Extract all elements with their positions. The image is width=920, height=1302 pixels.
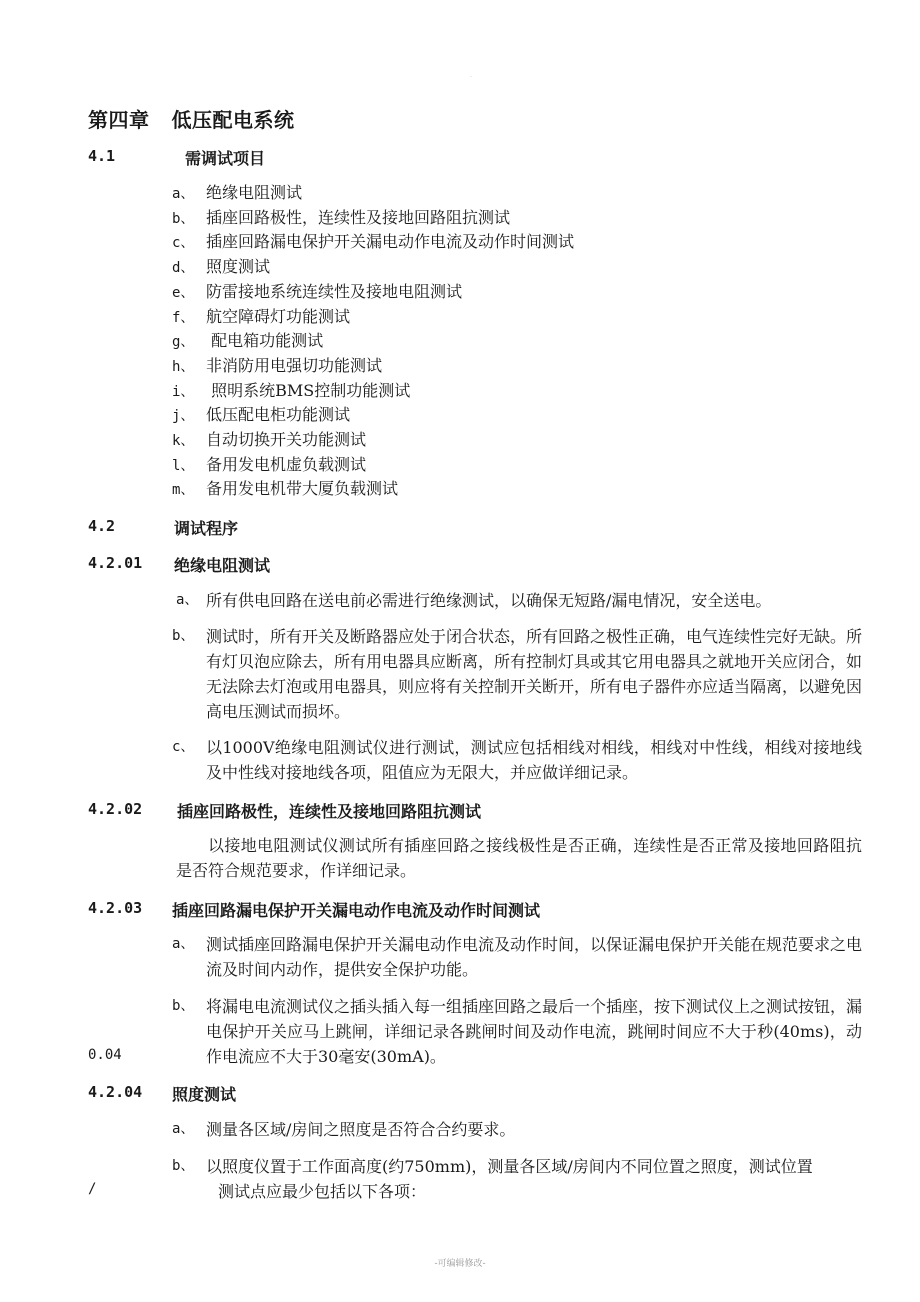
item-text: 防雷接地系统连续性及接地电阻测试 xyxy=(206,281,463,301)
test-item xyxy=(172,180,302,203)
paragraph-4-2-03-b xyxy=(172,994,862,1069)
list-marker: m、 xyxy=(172,482,195,499)
section-title: 照度测试 xyxy=(172,1085,237,1104)
list-marker: i、 xyxy=(172,383,195,400)
list-marker: a、 xyxy=(172,1121,195,1137)
page-footer: -可编辑修改- xyxy=(434,1259,486,1269)
paragraph-text: 以1000V绝缘电阻测试仪进行测试，测试应包括相线对相线，相线对中性线，相线对接地线及中性线对接地线各项，阻值应为无限大，并应做详细记录。 xyxy=(206,738,862,782)
test-item xyxy=(172,304,350,327)
item-text: 绝缘电阻测试 xyxy=(206,183,303,202)
list-marker: h、 xyxy=(172,358,195,375)
list-marker: e、 xyxy=(172,284,195,301)
test-item xyxy=(172,205,510,228)
item-text: 非消防用电强切功能测试 xyxy=(206,355,383,375)
section-number: 4.2.01 xyxy=(88,554,143,572)
section-number: 4.2.03 xyxy=(88,899,143,917)
header-dot: . xyxy=(470,72,472,79)
chapter-heading xyxy=(88,104,295,133)
test-item xyxy=(172,328,323,351)
list-marker: g、 xyxy=(172,334,195,351)
section-number: 4.1 xyxy=(88,147,116,165)
section-4-2-heading xyxy=(88,516,239,538)
section-4-2-04-heading xyxy=(88,1082,237,1104)
paragraph-4-2-02: 以接地电阻测试仪测试所有插座回路之接线极性是否正确，连续性是否正常及接地回路阻抗是否符合规范要求，作详细记录。 xyxy=(176,836,862,880)
paragraph-text: 所有供电回路在送电前必需进行绝缘测试，以确保无短路/漏电情况，安全送电。 xyxy=(206,591,772,610)
list-marker: a、 xyxy=(176,592,199,608)
test-item xyxy=(172,353,382,376)
section-4-2-03-heading xyxy=(88,898,541,920)
item-text: 低压配电柜功能测试 xyxy=(206,405,351,425)
paragraph-4-2-03-a xyxy=(172,932,862,982)
item-text: 插座回路极性，连续性及接地回路阻抗测试 xyxy=(206,207,511,227)
paragraph-4-2-04-a xyxy=(172,1117,862,1142)
paragraph-4-2-04-b-continued: 测试点应最少包括以下各项： xyxy=(218,1182,427,1201)
list-marker: l、 xyxy=(172,457,195,474)
section-4-2-02-heading xyxy=(88,799,482,821)
item-text: 备用发电机虚负载测试 xyxy=(206,454,367,474)
test-item xyxy=(172,254,270,277)
section-title: 调试程序 xyxy=(174,519,239,538)
paragraph-text: 测试插座回路漏电保护开关漏电动作电流及动作时间，以保证漏电保护开关能在规范要求之电流及时间内动作，提供安全保护功能。 xyxy=(206,935,863,979)
item-text: 自动切换开关功能测试 xyxy=(206,430,367,449)
paragraph-text: 测试时，所有开关及断路器应处于闭合状态，所有回路之极性正确，电气连续性完好无缺。所有灯贝泡应除去，所有用电器具应断离，所有控制灯具或其它用电器具之就地开关应闭合，如无法除去灯泡或用电器具，则应将有关控制开关断开，所有电子器件亦应适当隔离，以避免因高电压测试而损坏。 xyxy=(206,627,863,721)
paragraph-4-2-01-c xyxy=(172,735,862,785)
test-item xyxy=(172,279,462,302)
section-4-1-heading xyxy=(88,146,266,168)
list-marker: b、 xyxy=(172,210,195,227)
item-text: 照度测试 xyxy=(206,257,271,277)
item-text: 插座回路漏电保护开关漏电动作电流及动作时间测试 xyxy=(206,232,575,252)
paragraph-text: 以照度仪置于工作面高度(约750mm)，测量各区域/房间内不同位置之照度，测试位置 xyxy=(206,1157,813,1176)
chapter-title: 低压配电系统 xyxy=(171,108,295,132)
list-marker: b、 xyxy=(172,628,195,644)
item-text: 配电箱功能测试 xyxy=(206,331,324,351)
chapter-number: 第四章 xyxy=(88,108,150,132)
paragraph-4-2-04-b xyxy=(172,1154,862,1179)
list-marker: a、 xyxy=(172,186,195,202)
margin-value: 0.04 xyxy=(88,1047,122,1063)
paragraph-4-2-01-b xyxy=(172,624,862,724)
test-item xyxy=(172,378,410,401)
section-title: 绝缘电阻测试 xyxy=(174,556,271,575)
test-item xyxy=(172,452,366,475)
test-item xyxy=(172,427,366,450)
section-title: 插座回路极性，连续性及接地回路阻抗测试 xyxy=(177,802,482,821)
list-marker: c、 xyxy=(172,739,195,755)
item-text: 照明系统BMS控制功能测试 xyxy=(206,380,411,400)
item-text: 航空障碍灯功能测试 xyxy=(206,306,351,326)
list-marker: k、 xyxy=(172,433,195,449)
list-marker: a、 xyxy=(172,936,195,952)
section-title: 需调试项目 xyxy=(185,149,266,168)
margin-slash: / xyxy=(88,1181,97,1197)
list-marker: j、 xyxy=(172,408,195,425)
item-text: 备用发电机带大厦负载测试 xyxy=(206,479,399,499)
section-title: 插座回路漏电保护开关漏电动作电流及动作时间测试 xyxy=(172,901,541,920)
section-number: 4.2 xyxy=(88,517,116,535)
list-marker: c、 xyxy=(172,235,195,252)
section-4-2-01-heading xyxy=(88,553,271,575)
list-marker: f、 xyxy=(172,309,195,326)
test-item xyxy=(172,402,350,425)
section-number: 4.2.04 xyxy=(88,1083,143,1101)
test-item xyxy=(172,229,574,252)
paragraph-4-2-01-a xyxy=(172,588,862,613)
section-number: 4.2.02 xyxy=(88,800,143,818)
list-marker: b、 xyxy=(172,1158,195,1174)
test-item xyxy=(172,476,398,499)
paragraph-text: 测量各区域/房间之照度是否符合合约要求。 xyxy=(206,1120,516,1139)
paragraph-text: 将漏电电流测试仪之插头插入每一组插座回路之最后一个插座，按下测试仪上之测试按钮，漏电保护开关应马上跳闸，详细记录各跳闸时间及动作电流，跳闸时间应不大于秒(40ms)，动作电流应不大于30毫安(30mA)。 xyxy=(206,997,863,1066)
list-marker: b、 xyxy=(172,998,195,1014)
list-marker: d、 xyxy=(172,260,195,277)
